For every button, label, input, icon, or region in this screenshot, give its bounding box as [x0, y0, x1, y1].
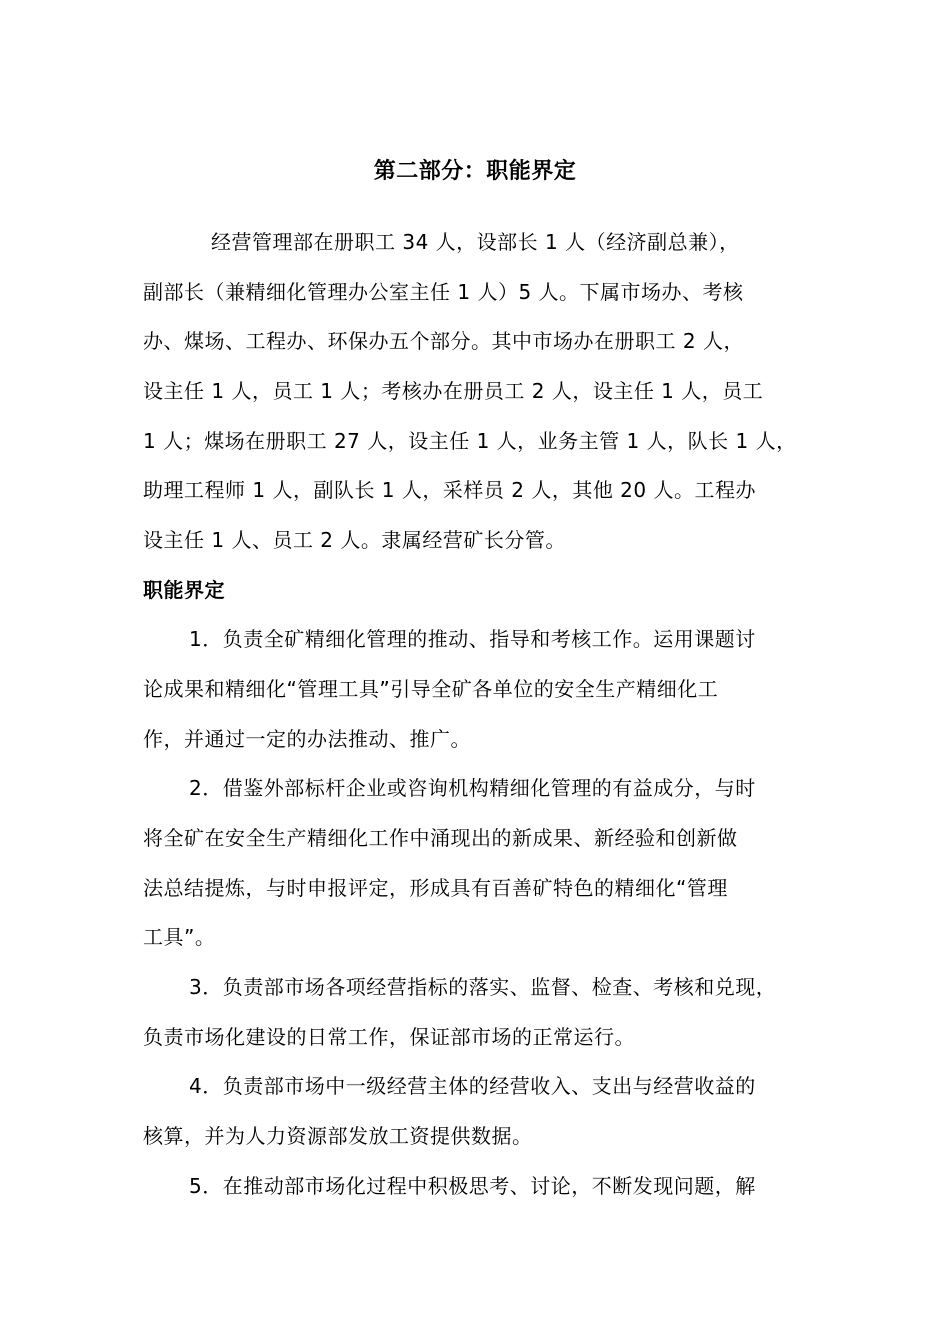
item-2-line-4: 工具”。	[143, 925, 216, 949]
item-5-line-1: 5．在推动部市场化过程中积极思考、讨论，不断发现问题，解	[189, 1174, 756, 1198]
item-2-line-3: 法总结提炼，与时申报评定，形成具有百善矿特色的精细化“管理	[143, 876, 728, 900]
item-1-line-2: 论成果和精细化“管理工具”引导全矿各单位的安全生产精细化工	[143, 677, 719, 701]
item-2-line-2: 将全矿在安全生产精细化工作中涌现出的新成果、新经验和创新做	[143, 826, 738, 850]
item-3-line-2: 负责市场化建设的日常工作，保证部市场的正常运行。	[143, 1025, 635, 1049]
section-heading: 职能界定	[143, 578, 225, 602]
intro-line-1: 经营管理部在册职工 34 人，设部长 1 人（经济副总兼），	[211, 230, 740, 254]
item-3-line-1: 3．负责部市场各项经营指标的落实、监督、检查、考核和兑现，	[189, 975, 777, 999]
intro-line-7: 设主任 1 人、员工 2 人。隶属经营矿长分管。	[143, 528, 566, 552]
item-4-line-1: 4．负责部市场中一级经营主体的经营收入、支出与经营收益的	[189, 1074, 756, 1098]
intro-line-3: 办、煤场、工程办、环保办五个部分。其中市场办在册职工 2 人，	[143, 329, 744, 353]
intro-line-2: 副部长（兼精细化管理办公室主任 1 人）5 人。下属市场办、考核	[143, 280, 744, 304]
item-1-line-3: 作，并通过一定的办法推动、推广。	[143, 727, 471, 751]
item-4-line-2: 核算，并为人力资源部发放工资提供数据。	[143, 1124, 533, 1148]
item-2-line-1: 2．借鉴外部标杆企业或咨询机构精细化管理的有益成分，与时	[189, 776, 756, 800]
intro-line-5: 1 人；煤场在册职工 27 人，设主任 1 人，业务主管 1 人，队长 1 人，	[143, 429, 797, 453]
page-title: 第二部分：职能界定	[373, 159, 577, 184]
intro-line-4: 设主任 1 人，员工 1 人；考核办在册员工 2 人，设主任 1 人，员工	[143, 379, 764, 403]
intro-line-6: 助理工程师 1 人，副队长 1 人，采样员 2 人，其他 20 人。工程办	[143, 478, 756, 502]
item-1-line-1: 1．负责全矿精细化管理的推动、指导和考核工作。运用课题讨	[189, 627, 756, 651]
